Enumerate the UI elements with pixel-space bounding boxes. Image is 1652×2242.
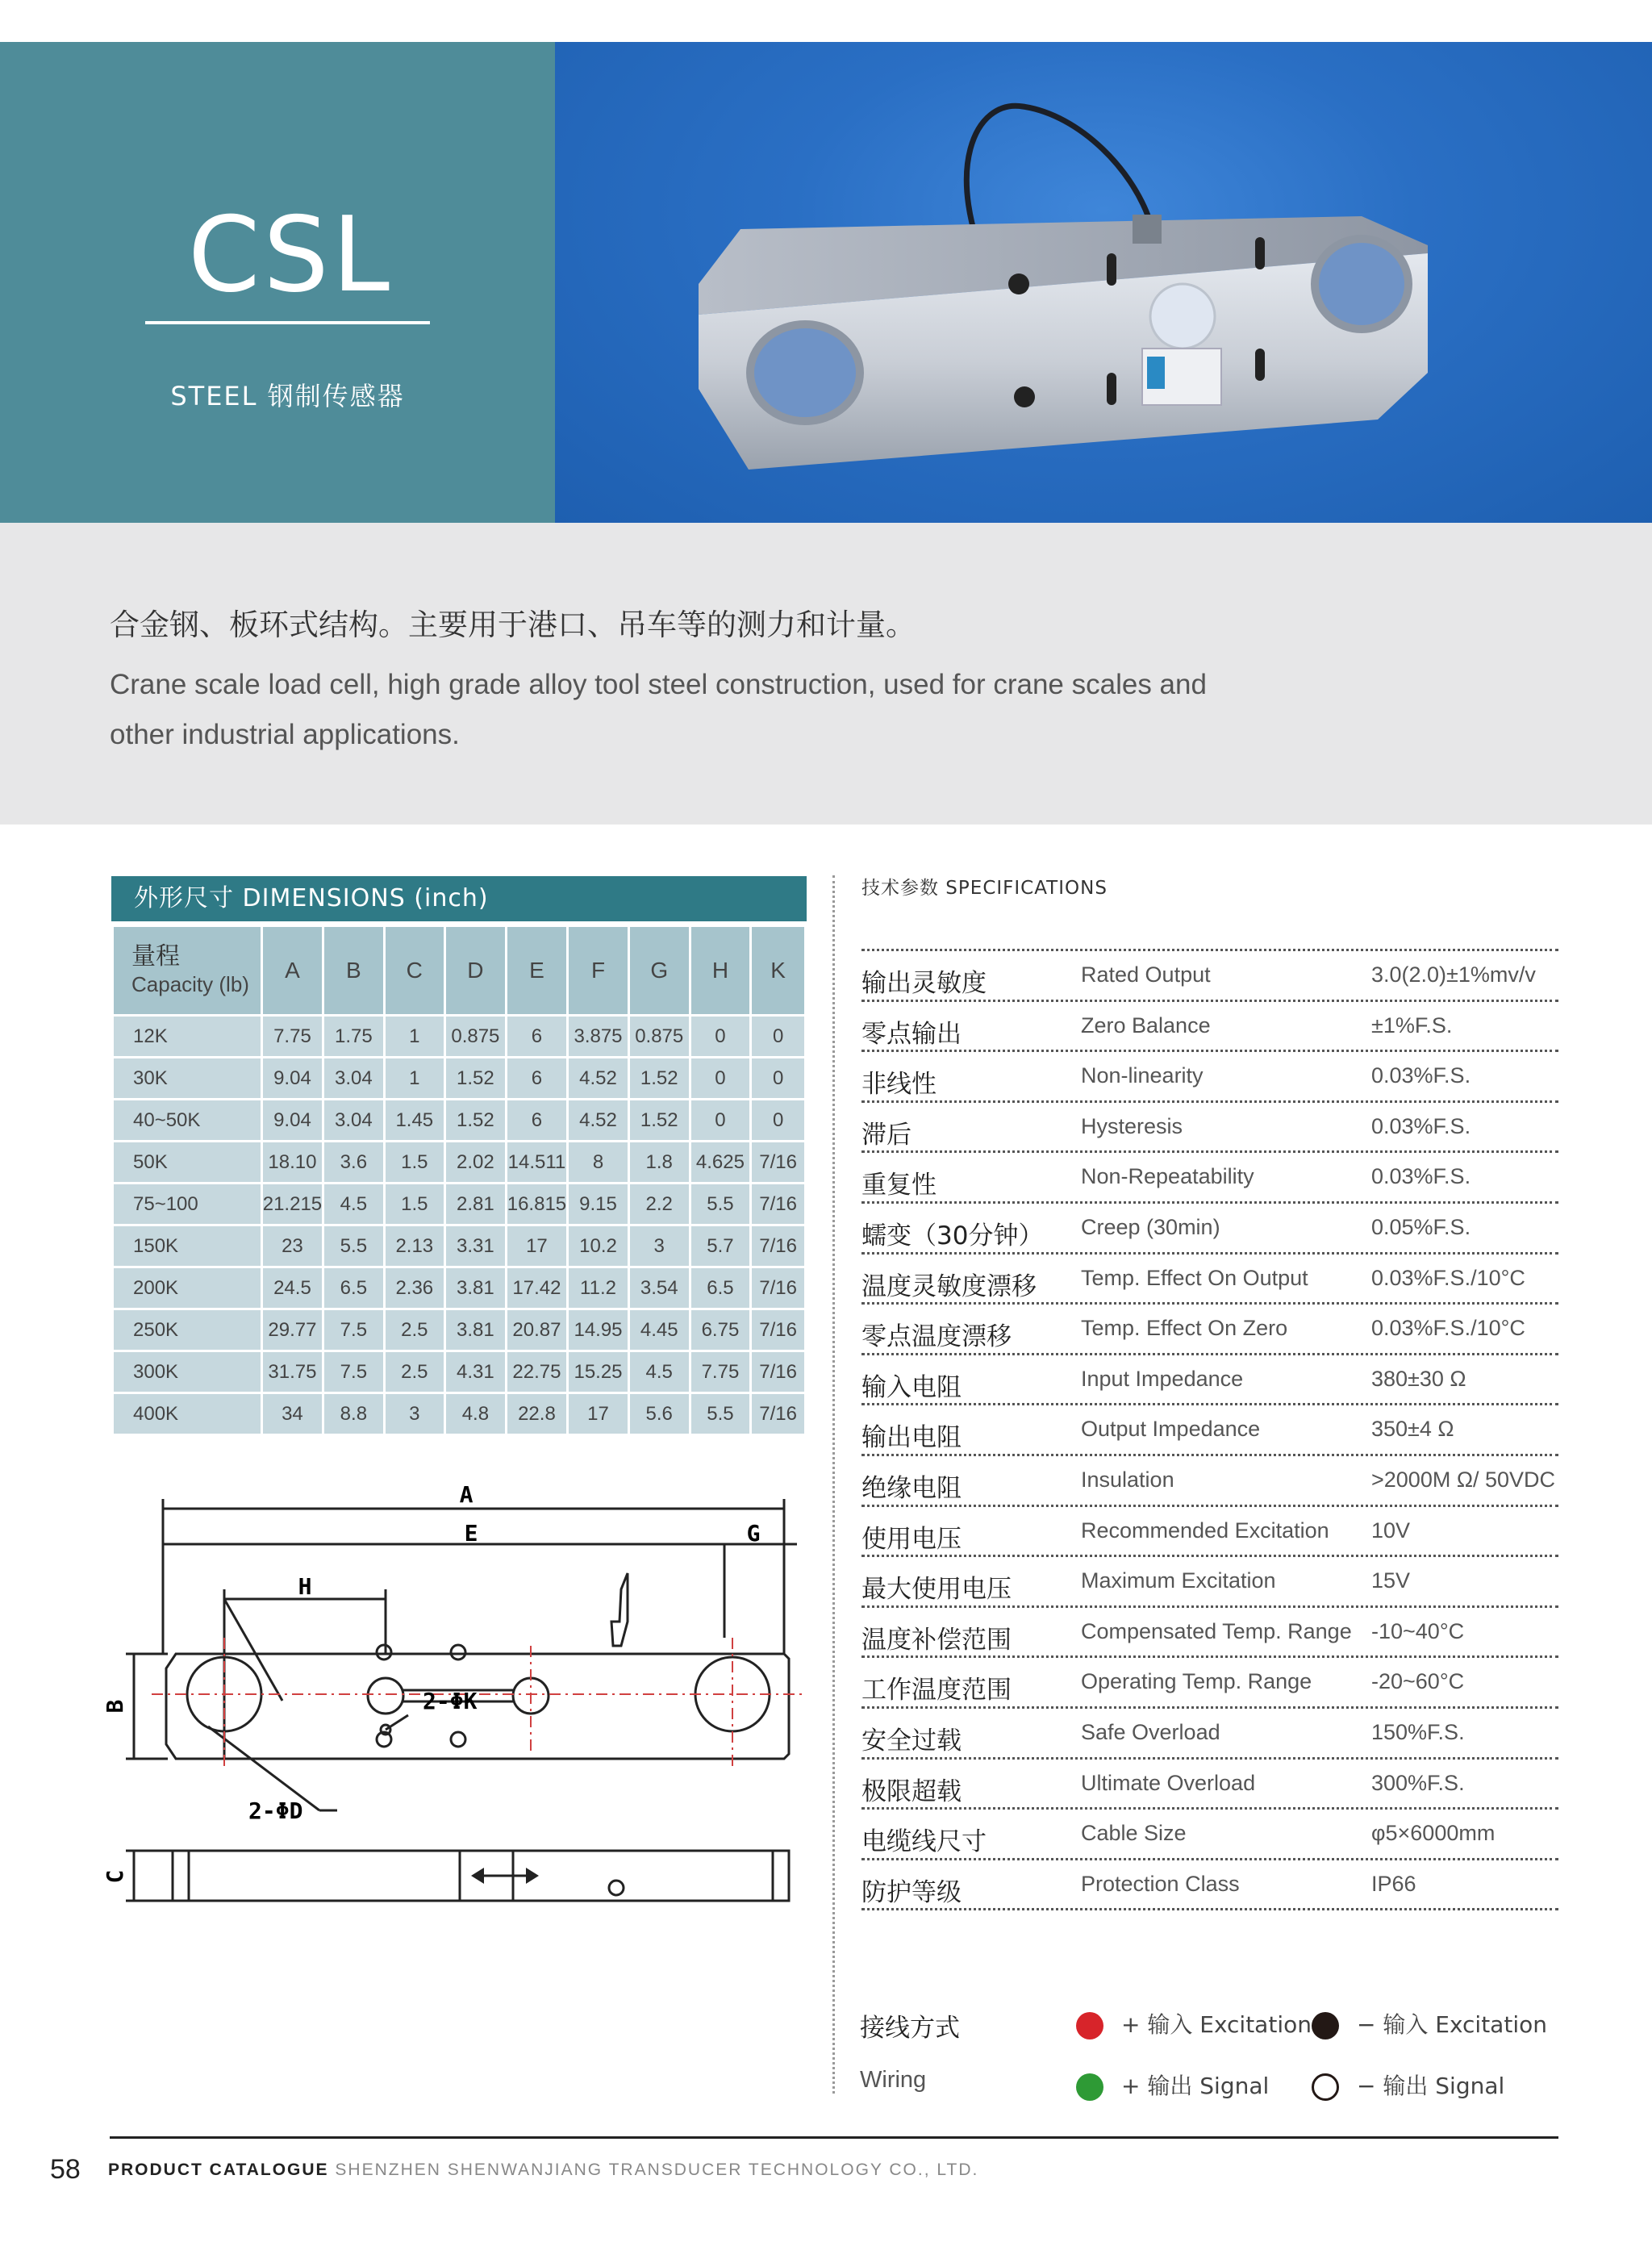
spec-name-en: Safe Overload xyxy=(1081,1719,1220,1744)
capacity-cell: 12K xyxy=(113,1016,262,1058)
dimension-cell: 16.815 xyxy=(506,1184,567,1225)
column-header: H xyxy=(690,926,751,1016)
capacity-cell: 400K xyxy=(113,1393,262,1435)
dimension-cell: 6 xyxy=(506,1100,567,1142)
spec-value: -20~60°C xyxy=(1371,1669,1465,1694)
dimension-cell: 4.5 xyxy=(628,1351,690,1393)
table-row xyxy=(113,1393,806,1435)
spec-name-en: Non-Repeatability xyxy=(1081,1164,1254,1189)
column-header: F xyxy=(568,926,629,1016)
spec-name-en: Cable Size xyxy=(1081,1821,1187,1846)
wiring-label-cn: 接线方式 xyxy=(860,2014,960,2043)
column-header: A xyxy=(261,926,323,1016)
spec-row xyxy=(861,1557,1558,1608)
spec-row xyxy=(861,1456,1558,1507)
spec-name-en: Zero Balance xyxy=(1081,1012,1211,1037)
dimension-cell: 31.75 xyxy=(261,1351,323,1393)
spec-row xyxy=(861,1355,1558,1406)
dimension-cell: 24.5 xyxy=(261,1267,323,1309)
spec-name-en: Recommended Excitation xyxy=(1081,1518,1329,1543)
dimension-cell: 1.52 xyxy=(445,1100,507,1142)
dimension-cell: 6 xyxy=(506,1058,567,1100)
dimension-cell: 1.45 xyxy=(384,1100,444,1142)
dimension-cell: 3.04 xyxy=(323,1100,384,1142)
dimension-cell: 2.81 xyxy=(445,1184,507,1225)
dimension-cell: 3.6 xyxy=(323,1142,384,1184)
dimension-cell: 1.8 xyxy=(628,1142,690,1184)
table-row xyxy=(113,1267,806,1309)
table-row xyxy=(113,1142,806,1184)
dimensions-table xyxy=(111,925,807,1436)
dimension-cell: 2.36 xyxy=(384,1267,444,1309)
dimension-cell: 1 xyxy=(384,1058,444,1100)
title-divider xyxy=(145,321,430,324)
dimension-cell: 21.215 xyxy=(261,1184,323,1225)
spec-row xyxy=(861,1760,1558,1810)
dimensions-body xyxy=(113,1016,806,1435)
spec-name-cn: 安全过载 xyxy=(861,1726,962,1756)
capacity-cell: 250K xyxy=(113,1309,262,1351)
specifications-title: 技术参数 SPECIFICATIONS xyxy=(861,878,1108,899)
dimension-cell: 7/16 xyxy=(751,1351,806,1393)
slot-icon xyxy=(1255,349,1265,381)
red-dot-icon xyxy=(1076,2012,1103,2040)
spec-row xyxy=(861,951,1558,1002)
dimension-cell: 4.625 xyxy=(690,1142,751,1184)
spec-name-en: Insulation xyxy=(1081,1467,1174,1492)
spec-name-cn: 温度补偿范围 xyxy=(861,1625,1012,1655)
spec-value: 150%F.S. xyxy=(1371,1719,1465,1744)
spec-row xyxy=(861,1204,1558,1255)
spec-name-en: Rated Output xyxy=(1081,962,1211,987)
dimension-cell: 7/16 xyxy=(751,1225,806,1267)
spec-value: 0.03%F.S./10°C xyxy=(1371,1316,1525,1341)
dim-label-c: C xyxy=(102,1869,128,1884)
dim-label-k: 2-ΦK xyxy=(423,1688,478,1714)
dimension-cell: 22.8 xyxy=(506,1393,567,1435)
slot-icon xyxy=(1014,386,1035,407)
dimension-cell: 23 xyxy=(261,1225,323,1267)
dimension-cell: 3 xyxy=(384,1393,444,1435)
spec-value: 0.03%F.S. xyxy=(1371,1063,1471,1088)
dimension-cell: 3.31 xyxy=(445,1225,507,1267)
dimension-cell: 7.75 xyxy=(690,1351,751,1393)
dimension-cell: 7.75 xyxy=(261,1016,323,1058)
spec-name-cn: 滞后 xyxy=(861,1120,912,1150)
dimension-cell: 7/16 xyxy=(751,1142,806,1184)
dim-label-a: A xyxy=(459,1481,473,1508)
spec-name-en: Operating Temp. Range xyxy=(1081,1669,1312,1694)
dim-label-b: B xyxy=(102,1699,128,1714)
dimension-cell: 0 xyxy=(690,1058,751,1100)
wire-excitation-negative xyxy=(1312,2007,1547,2040)
dimension-cell: 4.8 xyxy=(445,1393,507,1435)
table-row xyxy=(113,1184,806,1225)
spec-row xyxy=(861,1709,1558,1760)
spec-value: 0.03%F.S. xyxy=(1371,1113,1471,1138)
dimension-cell: 1 xyxy=(384,1016,444,1058)
capacity-cell: 300K xyxy=(113,1351,262,1393)
dimension-cell: 3.875 xyxy=(568,1016,629,1058)
dimension-cell: 5.5 xyxy=(323,1225,384,1267)
spec-name-cn: 蠕变（30分钟） xyxy=(861,1221,1044,1250)
pin-hole-icon xyxy=(451,1732,465,1747)
left-hole-icon xyxy=(750,324,860,421)
dimension-cell: 20.87 xyxy=(506,1309,567,1351)
wire-label: + 输入 Excitation xyxy=(1121,2011,1312,2038)
title-block xyxy=(0,42,555,523)
column-header: K xyxy=(751,926,806,1016)
slot-icon xyxy=(1107,373,1116,405)
wiring-section xyxy=(860,1993,1586,2114)
spec-name-cn: 绝缘电阻 xyxy=(861,1473,962,1503)
intro-section xyxy=(0,523,1652,825)
dimension-cell: 0 xyxy=(751,1100,806,1142)
dimension-cell: 2.5 xyxy=(384,1309,444,1351)
spec-value: φ5×6000mm xyxy=(1371,1821,1496,1846)
dimension-cell: 4.5 xyxy=(323,1184,384,1225)
spec-name-cn: 温度灵敏度漂移 xyxy=(861,1271,1037,1301)
specifications-list xyxy=(861,949,1558,1910)
dimension-cell: 9.04 xyxy=(261,1100,323,1142)
dimension-cell: 3.81 xyxy=(445,1309,507,1351)
spec-name-cn: 零点温度漂移 xyxy=(861,1322,1012,1352)
spec-name-en: Compensated Temp. Range xyxy=(1081,1618,1352,1643)
wire-signal-positive xyxy=(1076,2069,1269,2101)
dimension-cell: 2.2 xyxy=(628,1184,690,1225)
slot-icon xyxy=(1008,273,1029,294)
dimension-cell: 1.52 xyxy=(445,1058,507,1100)
spec-row xyxy=(861,1305,1558,1355)
dimension-cell: 5.5 xyxy=(690,1184,751,1225)
capacity-cell: 30K xyxy=(113,1058,262,1100)
dimension-cell: 1.5 xyxy=(384,1184,444,1225)
spec-row xyxy=(861,1052,1558,1103)
dimension-cell: 17.42 xyxy=(506,1267,567,1309)
column-header: B xyxy=(323,926,384,1016)
dimension-cell: 0 xyxy=(751,1016,806,1058)
product-subtitle: STEEL 钢制传感器 xyxy=(170,381,405,411)
pin-hole-icon xyxy=(377,1645,391,1660)
dimension-cell: 18.10 xyxy=(261,1142,323,1184)
dimension-cell: 1.52 xyxy=(628,1058,690,1100)
footer-company: SHENZHEN SHENWANJIANG TRANSDUCER TECHNOLOGY CO., LTD. xyxy=(335,2161,979,2179)
dimension-cell: 0 xyxy=(690,1016,751,1058)
dimension-cell: 6.5 xyxy=(323,1267,384,1309)
dimension-cell: 29.77 xyxy=(261,1309,323,1351)
spec-name-cn: 零点输出 xyxy=(861,1019,962,1049)
capacity-cell: 40~50K xyxy=(113,1100,262,1142)
dimension-cell: 9.04 xyxy=(261,1058,323,1100)
dimension-cell: 1.52 xyxy=(628,1100,690,1142)
spec-value: 0.03%F.S. xyxy=(1371,1164,1471,1189)
dimension-cell: 9.15 xyxy=(568,1184,629,1225)
dimension-cell: 22.75 xyxy=(506,1351,567,1393)
dimension-cell: 34 xyxy=(261,1393,323,1435)
dimension-cell: 5.7 xyxy=(690,1225,751,1267)
dimension-cell: 4.52 xyxy=(568,1100,629,1142)
page-number: 58 xyxy=(50,2154,81,2185)
product-photo xyxy=(555,42,1652,523)
dimension-cell: 7/16 xyxy=(751,1309,806,1351)
white-dot-icon xyxy=(1312,2073,1339,2101)
spec-name-cn: 输入电阻 xyxy=(861,1372,962,1402)
dimension-cell: 2.5 xyxy=(384,1351,444,1393)
dim-label-g: G xyxy=(746,1520,761,1547)
capacity-header xyxy=(113,926,262,1016)
spec-name-cn: 输出电阻 xyxy=(861,1423,962,1453)
black-dot-icon xyxy=(1312,2012,1339,2040)
dimension-cell: 0.875 xyxy=(628,1016,690,1058)
intro-text-cn: 合金钢、板环式结构。主要用于港口、吊车等的测力和计量。 xyxy=(110,607,916,642)
capacity-cell: 75~100 xyxy=(113,1184,262,1225)
wire-label: − 输出 Signal xyxy=(1357,2073,1505,2099)
spec-value: 300%F.S. xyxy=(1371,1770,1465,1795)
spec-value: IP66 xyxy=(1371,1871,1416,1896)
dimension-cell: 15.25 xyxy=(568,1351,629,1393)
footer-divider xyxy=(110,2136,1558,2139)
dimension-cell: 4.45 xyxy=(628,1309,690,1351)
dimension-cell: 11.2 xyxy=(568,1267,629,1309)
nameplate-logo-icon xyxy=(1147,357,1165,389)
connector-icon xyxy=(1133,215,1162,244)
spec-name-en: Temp. Effect On Zero xyxy=(1081,1316,1288,1341)
dimensions-header-row xyxy=(113,926,806,1016)
dimension-cell: 14.511 xyxy=(506,1142,567,1184)
dimension-cell: 3.04 xyxy=(323,1058,384,1100)
wire-label: + 输出 Signal xyxy=(1121,2073,1270,2099)
spec-value: 350±4 Ω xyxy=(1371,1417,1454,1442)
dimension-cell: 7/16 xyxy=(751,1267,806,1309)
green-dot-icon xyxy=(1076,2073,1103,2101)
spec-name-cn: 防护等级 xyxy=(861,1877,962,1907)
spec-row xyxy=(861,1658,1558,1709)
column-divider xyxy=(832,875,835,2094)
table-row xyxy=(113,1016,806,1058)
dimensions-title: 外形尺寸 DIMENSIONS (inch) xyxy=(111,876,807,921)
dimension-cell: 0.875 xyxy=(445,1016,507,1058)
spec-name-cn: 极限超载 xyxy=(861,1776,962,1806)
spec-row xyxy=(861,1810,1558,1860)
dimension-cell: 7/16 xyxy=(751,1393,806,1435)
spec-name-en: Hysteresis xyxy=(1081,1113,1183,1138)
spec-row xyxy=(861,1153,1558,1204)
spec-value: ±1%F.S. xyxy=(1371,1012,1453,1037)
capacity-header-cn: 量程 xyxy=(131,943,180,970)
dimension-cell: 0 xyxy=(690,1100,751,1142)
dimension-cell: 4.52 xyxy=(568,1058,629,1100)
dimension-cell: 6.75 xyxy=(690,1309,751,1351)
dimension-cell: 8.8 xyxy=(323,1393,384,1435)
spec-value: >2000M Ω/ 50VDC xyxy=(1371,1467,1556,1492)
spec-name-en: Creep (30min) xyxy=(1081,1214,1220,1239)
dimension-cell: 5.5 xyxy=(690,1393,751,1435)
slot-icon xyxy=(1255,237,1265,269)
table-row xyxy=(113,1100,806,1142)
column-header: D xyxy=(445,926,507,1016)
footer-text xyxy=(108,2161,978,2180)
dim-label-e: E xyxy=(464,1520,478,1547)
spec-name-cn: 电缆线尺寸 xyxy=(861,1827,987,1857)
spec-name-cn: 输出灵敏度 xyxy=(861,969,987,998)
dimension-drawing xyxy=(102,1481,813,1912)
wire-signal-negative xyxy=(1312,2069,1504,2101)
spec-name-en: Protection Class xyxy=(1081,1871,1240,1896)
product-model: CSL xyxy=(188,195,393,315)
dimension-cell: 5.6 xyxy=(628,1393,690,1435)
dimension-cell: 17 xyxy=(568,1393,629,1435)
center-seal-icon xyxy=(1150,284,1215,349)
capacity-header-en: Capacity (lb) xyxy=(131,972,249,996)
spec-row xyxy=(861,1608,1558,1659)
spec-value: 3.0(2.0)±1%mv/v xyxy=(1371,962,1536,987)
spec-name-cn: 非线性 xyxy=(861,1070,937,1100)
dimension-cell: 2.02 xyxy=(445,1142,507,1184)
table-row xyxy=(113,1225,806,1267)
spec-value: 15V xyxy=(1371,1568,1411,1593)
spec-name-en: Temp. Effect On Output xyxy=(1081,1265,1308,1290)
spec-name-en: Output Impedance xyxy=(1081,1417,1261,1442)
dimension-cell: 6.5 xyxy=(690,1267,751,1309)
dimension-cell: 0 xyxy=(751,1058,806,1100)
column-header: E xyxy=(506,926,567,1016)
dimension-cell: 10.2 xyxy=(568,1225,629,1267)
spec-name-en: Input Impedance xyxy=(1081,1366,1244,1391)
spec-name-cn: 工作温度范围 xyxy=(861,1676,1012,1706)
spec-name-en: Ultimate Overload xyxy=(1081,1770,1256,1795)
spec-row xyxy=(861,1405,1558,1456)
dimension-cell: 3.54 xyxy=(628,1267,690,1309)
wiring-label-en: Wiring xyxy=(860,2067,927,2093)
column-header: G xyxy=(628,926,690,1016)
dim-label-d: 2-ΦD xyxy=(248,1797,303,1824)
table-row xyxy=(113,1351,806,1393)
dimension-cell: 8 xyxy=(568,1142,629,1184)
spec-name-cn: 重复性 xyxy=(861,1171,937,1200)
spec-value: 380±30 Ω xyxy=(1371,1366,1466,1391)
capacity-cell: 50K xyxy=(113,1142,262,1184)
wire-excitation-positive xyxy=(1076,2007,1312,2040)
dimension-cell: 6 xyxy=(506,1016,567,1058)
spec-value: -10~40°C xyxy=(1371,1618,1465,1643)
spec-value: 0.05%F.S. xyxy=(1371,1214,1471,1239)
spec-name-en: Maximum Excitation xyxy=(1081,1568,1276,1593)
dim-label-h: H xyxy=(298,1573,312,1600)
dimension-cell: 2.13 xyxy=(384,1225,444,1267)
dimension-cell: 3 xyxy=(628,1225,690,1267)
slot-icon xyxy=(1107,253,1116,286)
dimension-cell: 1.75 xyxy=(323,1016,384,1058)
table-row xyxy=(113,1309,806,1351)
dimension-cell: 14.95 xyxy=(568,1309,629,1351)
dimension-cell: 7/16 xyxy=(751,1184,806,1225)
capacity-cell: 200K xyxy=(113,1267,262,1309)
spec-value: 10V xyxy=(1371,1518,1411,1543)
footer-catalogue: PRODUCT CATALOGUE xyxy=(108,2161,329,2179)
dimension-cell: 1.5 xyxy=(384,1142,444,1184)
dimension-cell: 3.81 xyxy=(445,1267,507,1309)
spec-name-cn: 最大使用电压 xyxy=(861,1575,1012,1605)
right-hole-icon xyxy=(1315,239,1408,329)
dimension-cell: 17 xyxy=(506,1225,567,1267)
spec-name-en: Non-linearity xyxy=(1081,1063,1204,1088)
spec-row xyxy=(861,1860,1558,1911)
spec-value: 0.03%F.S./10°C xyxy=(1371,1265,1525,1290)
load-cell-photo-illustration xyxy=(555,42,1652,523)
intro-text-en: Crane scale load cell, high grade alloy tool steel construction, used for crane scales and other industrial applications. xyxy=(110,669,1207,750)
table-row xyxy=(113,1058,806,1100)
column-header: C xyxy=(384,926,444,1016)
dimension-cell: 7.5 xyxy=(323,1351,384,1393)
spec-row xyxy=(861,1255,1558,1305)
spec-row xyxy=(861,1507,1558,1558)
spec-row xyxy=(861,1103,1558,1154)
wire-label: − 输入 Excitation xyxy=(1357,2011,1547,2038)
spec-row xyxy=(861,1002,1558,1053)
side-hole-icon xyxy=(609,1881,624,1895)
capacity-cell: 150K xyxy=(113,1225,262,1267)
dimension-cell: 4.31 xyxy=(445,1351,507,1393)
dimension-cell: 7.5 xyxy=(323,1309,384,1351)
spec-name-cn: 使用电压 xyxy=(861,1524,962,1554)
pin-hole-icon xyxy=(451,1645,465,1660)
